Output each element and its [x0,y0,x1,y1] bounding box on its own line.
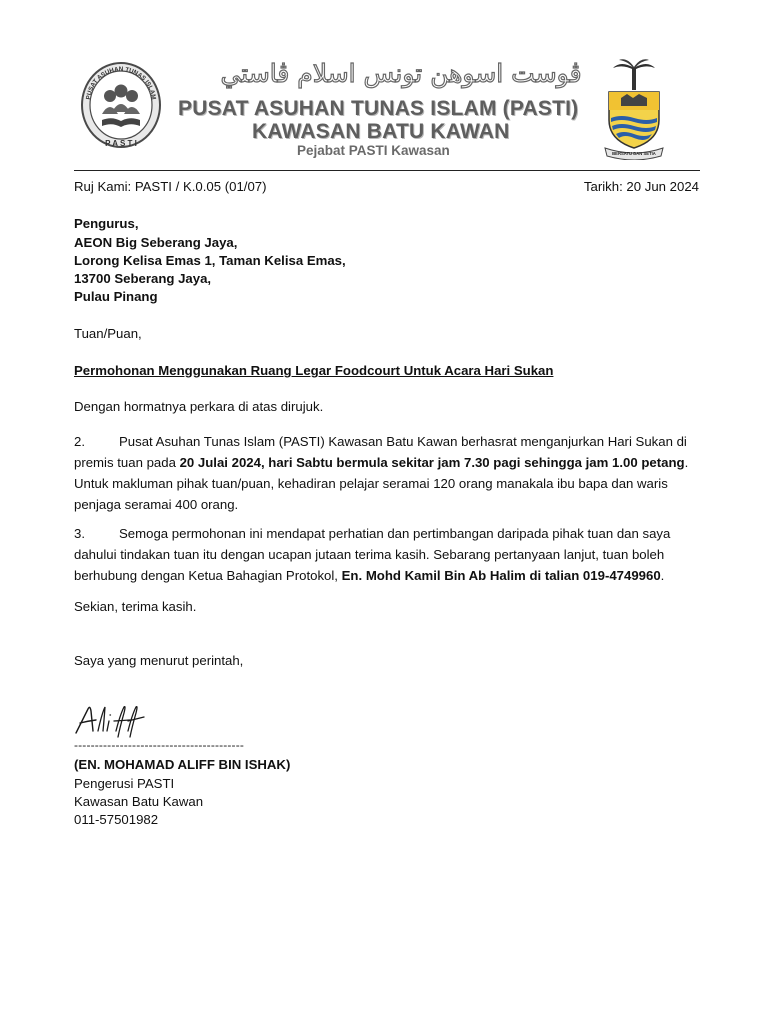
org-name: PUSAT ASUHAN TUNAS ISLAM (PASTI) [178,97,579,120]
paragraph-text: . Untuk makluman pihak tuan/puan, kehadiran pelajar seramai 120 orang manakala ibu bapa dan waris penjaga seramai 400 orang. [74,455,689,512]
crest-motto: BERSATU DAN SETIA [612,151,656,156]
signatory-title: Pengerusi PASTI [74,776,175,791]
letter-subject: Permohonan Menggunakan Ruang Legar Foodcourt Untuk Acara Hari Sukan [74,363,554,378]
recipient-line: Pengurus, [74,216,139,231]
event-date-time: 20 Julai 2024, hari Sabtu bermula sekitar jam 7.30 pagi sehingga jam 1.00 petang [179,455,685,470]
signatory-name: (EN. MOHAMAD ALIFF BIN ISHAK) [74,757,291,772]
header-divider [74,170,700,171]
recipient-line: 13700 Seberang Jaya, [74,271,212,286]
pasti-logo [80,58,162,156]
paragraph-text: Pusat Asuhan Tunas Islam (PASTI) Kawasan Batu Kawan berhasrat menganjurkan Hari Sukan di premis tuan pada [74,434,687,470]
signatory-phone: 011-57501982 [74,812,159,827]
sign-off: Saya yang menurut perintah, [74,653,244,668]
paragraph-2 [74,431,702,515]
signature-line: ----------------------------------------- [74,738,244,752]
reference-number: Ruj Kami: PASTI / K.0.05 (01/07) [74,179,267,194]
paragraph-text: Semoga permohonan ini mendapat perhatian dan pertimbangan daripada pihak tuan dan saya dahului tindakan tuan itu dengan ucapan jutaan terima kasih. Sebarang pertanyaan lanjut, tuan boleh berhubung dengan Ketua Bahagian Protokol, [74,526,671,583]
salutation: Tuan/Puan, [74,326,142,341]
opening-line: Dengan hormatnya perkara di atas dirujuk. [74,399,324,414]
recipient-line: AEON Big Seberang Jaya, [74,235,238,250]
logo-left-text: PUSAT ASUHAN TUNAS ISLAM [85,65,157,101]
contact-person: En. Mohd Kamil Bin Ab Halim di talian 019-4749960 [341,568,661,583]
recipient-line: Pulau Pinang [74,289,158,304]
paragraph-text: . [660,568,665,583]
recipient-line: Lorong Kelisa Emas 1, Taman Kelisa Emas, [74,253,346,268]
signatory-area: Kawasan Batu Kawan [74,794,204,809]
penang-crest [601,58,667,160]
logo-left-bottom: P A S T I [105,139,137,148]
letter-date: Tarikh: 20 Jun 2024 [583,179,699,194]
org-area: KAWASAN BATU KAWAN [252,120,510,143]
paragraph-3 [74,523,702,586]
paragraph-number: 2. [74,434,85,449]
jawi-calligraphy: ڤوست اسوهن تونس اسلام ڤاستي [220,59,582,88]
closing-line: Sekian, terima kasih. [74,599,197,614]
handwritten-signature [74,703,154,739]
org-office: Pejabat PASTI Kawasan [297,143,450,158]
paragraph-number: 3. [74,526,85,541]
